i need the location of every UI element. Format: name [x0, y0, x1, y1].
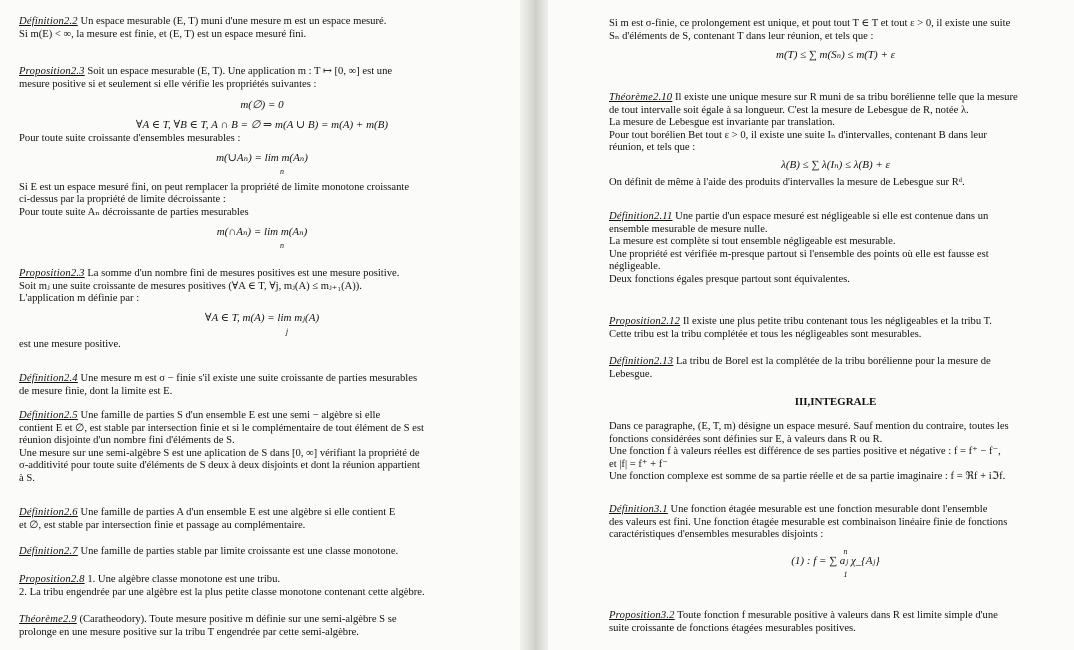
text-line: fonctions considérées sont définies sur E, à valeurs dans R ou R̄.: [609, 433, 883, 445]
theorem-2-10: [609, 92, 1062, 190]
equation: (1) : f = ∑ aⱼ χ_{Aⱼ}: [791, 554, 880, 567]
text-line: Une famille de parties stable par limite croissante est une classe monotone.: [77, 546, 399, 557]
text-line: Une fonction complexe est somme de sa partie réelle et de sa partie imaginaire : f = ℜf + iℑf.: [609, 471, 1006, 483]
text-line: des valeurs est fini. Une fonction étagée mesurable est combinaison linéaire finie de fonctions: [609, 516, 1008, 528]
text-line: Une fonction f à valeurs réelles est différence de ses parties positive et négative : f = f⁺ − f⁻,: [609, 446, 1001, 458]
integrale-paragraph: [609, 421, 1062, 484]
definition-heading: Définition3.1: [609, 504, 668, 515]
text-line: Une famille de parties S d'un ensemble E est une semi − algèbre si elle: [77, 410, 381, 421]
proposition-2-12: [609, 316, 1062, 341]
text-line: Deux fonctions égales presque partout sont équivalentes.: [609, 273, 850, 285]
text-line: Cette tribu est la tribu complétée et tous les négligeables sont mesurables.: [609, 328, 922, 340]
definition-3-1: [609, 504, 1062, 578]
book-gutter: [520, 0, 548, 650]
text-line: ci-dessus par la propriété de limite décroissante :: [19, 194, 226, 206]
text-line: Pour toute suite croissante d'ensembles mesurables :: [19, 133, 241, 145]
text-line: Toute fonction f mesurable positive à valeurs dans R̄ est limite simple d'une: [674, 610, 998, 621]
text-line: Dans ce paragraphe, (E, T, m) désigne un espace mesuré. Sauf mention du contraire, toutes les: [609, 421, 1009, 432]
text-line: de mesure finie, dont la limite est E.: [19, 385, 173, 397]
equation: ∀A ∈ T, ∀B ∈ T, A ∩ B = ∅ ⇒ m(A ∪ B) = m(A) + m(B): [135, 119, 389, 132]
text-line: mesure positive si et seulement si elle vérifie les propriétés suivantes :: [19, 78, 317, 90]
text-line: σ-additivité pour toute suite d'éléments de S deux à deux disjoints et dont la réunion appartient: [19, 460, 420, 472]
prolongement-paragraph: [609, 18, 1062, 63]
text-line: prolonge en une mesure positive sur la tribu T engendrée par cette semi-algèbre.: [19, 626, 359, 638]
proposition-3-2: [609, 610, 1062, 635]
text-line: Soit mⱼ une suite croissante de mesures positives (∀A ∈ T, ∀j, mⱼ(A) ≤ mⱼ₊₁(A)).: [19, 280, 362, 292]
text-line: réunion disjointe d'un nombre fini d'éléments de S.: [19, 435, 235, 447]
definition-heading: Définition2.4: [19, 373, 78, 384]
definition-heading: Définition2.7: [19, 546, 78, 557]
text-line: Si m est σ-finie, ce prolongement est unique, et pout tout T ∈ T et tout ε > 0, il existe une suite: [609, 18, 1011, 29]
definition-2-13: [609, 356, 1062, 381]
definition-2-4: [19, 373, 505, 398]
text-line: La mesure est complète si tout ensemble négligeable est mesurable.: [609, 236, 896, 248]
definition-heading: Définition2.11: [609, 211, 673, 222]
equation: m(T) ≤ ∑ m(Sₙ) ≤ m(T) + ε: [776, 49, 895, 62]
text-line: Soit un espace mesurable (E, T). Une application m : T ↦ [0, ∞] est une: [84, 66, 393, 77]
proposition-heading: Proposition3.2: [609, 610, 675, 621]
text-line: suite croissante de fonctions étagées mesurables positives.: [609, 622, 856, 634]
text-line: négligeable.: [609, 261, 661, 273]
text-line: La somme d'un nombre fini de mesures positives est une mesure positive.: [84, 268, 400, 279]
text-line: 1. Une algèbre classe monotone est une tribu.: [84, 574, 281, 585]
proposition-2-8: [19, 574, 505, 599]
proposition-heading: Proposition2.12: [609, 316, 681, 327]
text-line: Une fonction étagée mesurable est une fonction mesurable dont l'ensemble: [667, 504, 988, 515]
text-line: Il existe une plus petite tribu contenant tous les négligeables et la tribu T.: [680, 316, 992, 327]
definition-2-6: [19, 507, 505, 532]
sum-lower-bound: 1: [843, 569, 848, 579]
sum-upper-bound: n: [843, 546, 848, 556]
definition-2-2: [19, 16, 505, 41]
text-line: Il existe une unique mesure sur R muni de sa tribu borélienne telle que la mesure: [672, 92, 1018, 103]
text-line: Si m(E) < ∞, la mesure est finie, et (E, T) est un espace mesuré fini.: [19, 28, 307, 40]
text-line: (Caratheodory). Toute mesure positive m définie sur une semi-algèbre S se: [76, 614, 397, 625]
text-line: Une partie d'un espace mesuré est négligeable si elle est contenue dans un: [672, 211, 989, 222]
text-line: ensemble mesurable de mesure nulle.: [609, 223, 768, 235]
text-line: 2. La tribu engendrée par une algèbre est la plus petite classe monotone contenant cette algèbre.: [19, 586, 425, 598]
text-line: Pour toute suite Aₙ décroissante de parties mesurables: [19, 206, 249, 218]
equation-subscript: j: [285, 326, 289, 336]
text-line: Pour tout borélien Bet tout ε > 0, il existe une suite Iₙ d'intervalles, contenant B dans leur: [609, 129, 987, 141]
text-line: Une mesure m est σ − finie s'il existe une suite croissante de parties mesurables: [77, 373, 418, 384]
text-line: et |f| = f⁺ + f⁻: [609, 458, 668, 470]
text-line: de tout intervalle soit égale à sa longueur. C'est la mesure de Lebesgue de R, notée λ.: [609, 104, 969, 116]
text-line: Sₙ d'éléments de S, contenant T dans leur réunion, et tels que :: [609, 30, 874, 42]
text-line: Une propriété est vérifiée m-presque partout si l'ensemble des points où elle est fausse est: [609, 248, 989, 260]
proposition-heading: Proposition2.3: [19, 66, 85, 77]
text-line: La mesure de Lebesgue est invariante par translation.: [609, 117, 835, 129]
definition-heading: Définition2.5: [19, 410, 78, 421]
equation-subscript: n: [280, 240, 284, 250]
text-line: Une mesure sur une semi-algèbre S est une aplication de S dans [0, ∞] vérifiant la propriété de: [19, 447, 420, 459]
text-line: et ∅, est stable par intersection finie et passage au complémentaire.: [19, 519, 306, 531]
theorem-2-9: [19, 614, 505, 639]
text-line: caractéristiques d'ensembles mesurables disjoints :: [609, 529, 824, 541]
text-line: Si E est un espace mesuré fini, on peut remplacer la propriété de limite monotone croissante: [19, 181, 410, 193]
definition-heading: Définition2.6: [19, 507, 78, 518]
theorem-heading: Théorème2.9: [19, 614, 77, 625]
definition-2-5: [19, 410, 505, 486]
left-page: [0, 0, 520, 650]
text-line: est une mesure positive.: [19, 338, 121, 350]
equation: m(∪Aₙ) = lim m(Aₙ): [216, 151, 308, 164]
proposition-2-3: [19, 66, 505, 249]
proposition-heading: Proposition2.3: [19, 268, 85, 279]
equation-subscript: n: [280, 166, 284, 176]
definition-heading: Définition2.13: [609, 356, 674, 367]
theorem-heading: Théorème2.10: [609, 92, 673, 103]
equation: m(∩Aₙ) = lim m(Aₙ): [216, 225, 308, 238]
definition-2-7: [19, 546, 505, 559]
equation: m(∅) = 0: [240, 99, 284, 112]
proposition-2-3-b: [19, 268, 505, 351]
equation: ∀A ∈ T, m(A) = lim mⱼ(A): [204, 311, 320, 324]
definition-heading: Définition2.2: [19, 16, 78, 27]
text-line: L'application m définie par :: [19, 293, 140, 305]
text-line: contient E et ∅, est stable par intersection finie et si le complémentaire de tout élément de S est: [19, 422, 424, 434]
text-line: Une famille de parties A d'un ensemble E est une algèbre si elle contient E: [77, 507, 396, 518]
text-line: Un espace mesurable (E, T) muni d'une mesure m est un espace mesuré.: [77, 16, 387, 27]
text-line: Lebesgue.: [609, 368, 653, 380]
text-line: réunion, et tels que :: [609, 142, 696, 154]
definition-2-11: [609, 211, 1062, 287]
text-line: La tribu de Borel est la complétée de la tribu borélienne pour la mesure de: [673, 356, 991, 367]
text-line: à S.: [19, 472, 35, 484]
proposition-heading: Proposition2.8: [19, 574, 85, 585]
right-page: [548, 0, 1074, 650]
section-heading: III,INTEGRALE: [794, 396, 877, 408]
equation: λ(B) ≤ ∑ λ(Iₙ) ≤ λ(B) + ε: [781, 158, 890, 171]
text-line: On définit de même à l'aide des produits d'intervalles la mesure de Lebesgue sur Rᵈ.: [609, 176, 965, 188]
